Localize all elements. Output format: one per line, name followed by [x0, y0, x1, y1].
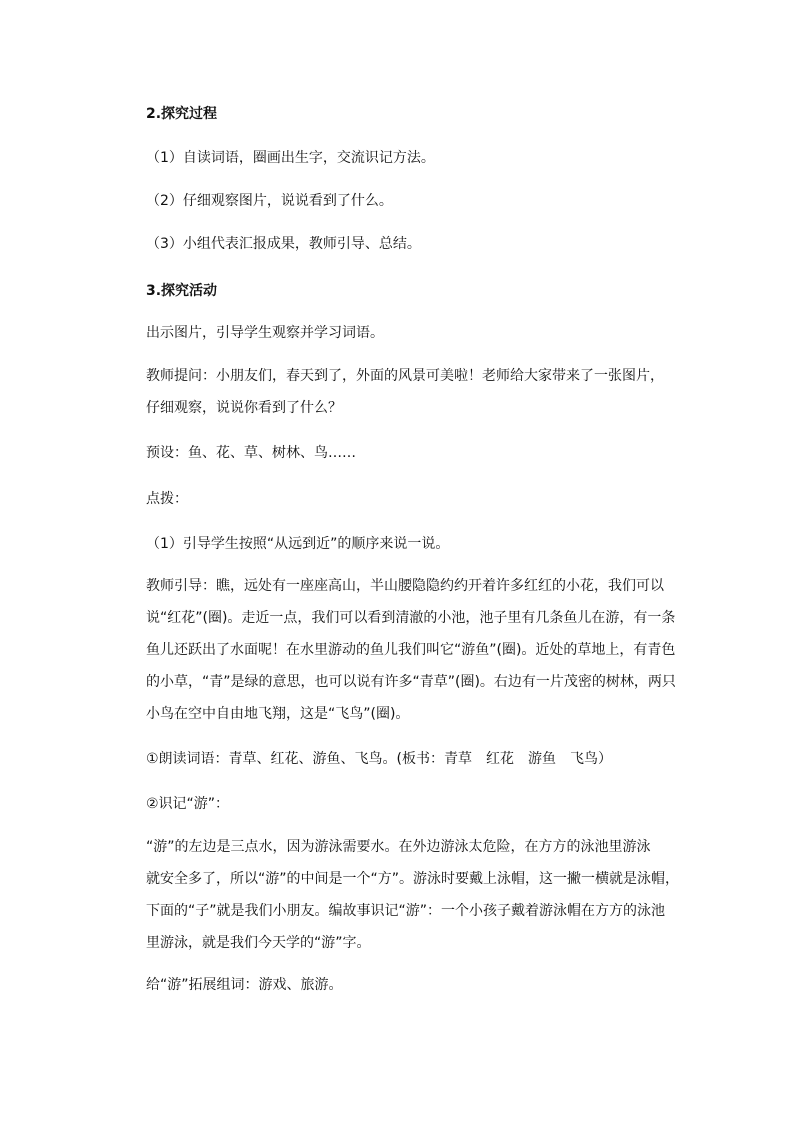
paragraph-line: 小鸟在空中自由地飞翔，这是“飞鸟”(圈)。 — [146, 706, 410, 722]
hint-item-1: （1）引导学生按照“从远到近”的顺序来说一说。 — [146, 536, 450, 552]
paragraph-line: 的小草，“青”是绿的意思，也可以说有许多“青草”(圈)。右边有一片茂密的树林，两只 — [146, 674, 676, 690]
paragraph-line: 教师提问：小朋友们，春天到了，外面的风景可美啦！老师给大家带来了一张图片， — [146, 368, 664, 384]
teacher-question-paragraph — [146, 369, 664, 433]
process-step-2: （2）仔细观察图片，说说看到了什么。 — [146, 193, 393, 209]
paragraph-line: 里游泳，就是我们今天学的“游”字。 — [146, 935, 371, 951]
read-words-line: ①朗读词语：青草、红花、游鱼、飞鸟。(板书：青草 红花 游鱼 飞鸟） — [146, 751, 613, 767]
paragraph-line: “游”的左边是三点水，因为游泳需要水。在外边游泳太危险，在方方的泳池里游泳 — [146, 839, 651, 855]
paragraph-line: 就安全多了，所以“游”的中间是一个“方”。游泳时要戴上泳帽，这一撇一横就是泳帽， — [146, 871, 680, 887]
paragraph-line: 仔细观察，说说你看到了什么？ — [146, 400, 342, 416]
process-step-3: （3）小组代表汇报成果，教师引导、总结。 — [146, 236, 421, 252]
extend-words-line: 给“游”拓展组词：游戏、旅游。 — [146, 977, 343, 993]
process-step-1: （1）自读词语，圈画出生字，交流识记方法。 — [146, 150, 435, 166]
paragraph-line: 说“红花”(圈)。走近一点，我们可以看到清澈的小池，池子里有几条鱼儿在游，有一条 — [146, 610, 676, 626]
hint-label: 点拨： — [146, 491, 188, 507]
paragraph-line: 下面的“子”就是我们小朋友。编故事识记“游”：一个小孩子戴着游泳帽在方方的泳池 — [146, 903, 666, 919]
activity-intro: 出示图片，引导学生观察并学习词语。 — [146, 325, 384, 341]
recognize-you-heading: ②识记“游”： — [146, 796, 230, 812]
preset-answer: 预设：鱼、花、草、树林、鸟…… — [146, 445, 356, 461]
paragraph-line: 鱼儿还跃出了水面呢！在水里游动的鱼儿我们叫它“游鱼”(圈)。近处的草地上，有青色 — [146, 642, 676, 658]
paragraph-line: 教师引导：瞧，远处有一座座高山，半山腰隐隐约约开着许多红红的小花，我们可以 — [146, 578, 664, 594]
teacher-guide-paragraph — [146, 578, 676, 739]
section-heading-activity: 3.探究活动 — [146, 283, 218, 299]
you-explanation-paragraph — [146, 839, 680, 968]
section-heading-process: 2.探究过程 — [146, 106, 218, 122]
